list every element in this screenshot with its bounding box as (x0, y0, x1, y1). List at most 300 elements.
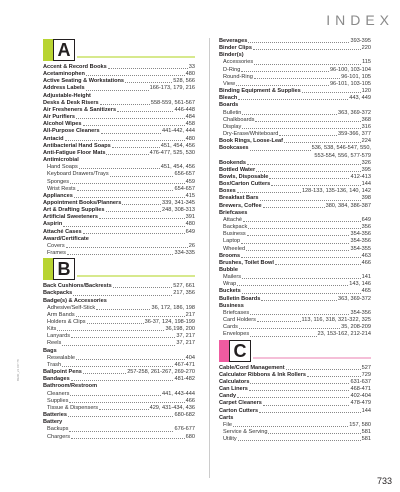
entry-term: Binding Equipment & Supplies (219, 88, 301, 95)
entry-term: Anti-Fatigue Floor Mats (43, 149, 106, 156)
entry-pages: 166-173, 179, 216 (149, 85, 195, 92)
dot-leader (302, 88, 361, 93)
entry-term: Briefcases (223, 309, 250, 316)
entry-pages: 581 (361, 428, 371, 435)
dot-leader (307, 372, 361, 377)
dot-leader (242, 274, 361, 279)
dot-leader (250, 379, 349, 384)
entry-pages: 480 (185, 135, 195, 142)
dot-leader (247, 231, 350, 236)
entry-term: Beverages (219, 38, 248, 44)
entry-term: Wrist Rests (47, 185, 76, 192)
index-entry (219, 303, 371, 310)
index-entry (219, 195, 371, 202)
entry-pages: 36, 172, 186, 198 (151, 304, 195, 311)
dot-leader (112, 143, 160, 148)
index-entry (219, 281, 371, 288)
entry-term: Calculators (219, 378, 250, 385)
dot-leader (86, 85, 149, 90)
dot-leader (101, 128, 161, 133)
index-entry (219, 110, 371, 117)
dot-leader (259, 408, 360, 413)
entry-pages: 649 (185, 228, 195, 235)
entry-pages: 680-682 (174, 412, 195, 419)
entry-term: Bubble (219, 267, 238, 273)
index-entry (219, 188, 371, 195)
entry-term: Chalkboards (223, 116, 255, 123)
entry-pages: 451, 454, 456 (160, 164, 195, 171)
dot-leader (250, 331, 316, 336)
entry-term: Boxes (219, 188, 236, 195)
dot-leader (243, 217, 361, 222)
dot-leader (66, 243, 188, 248)
entry-term: Holders & Clips (47, 319, 86, 325)
entry-pages: 157, 580 (349, 421, 371, 428)
index-entry (219, 400, 371, 407)
index-entry (219, 38, 371, 45)
entry-pages: 476-477, 525, 530 (149, 149, 195, 156)
index-entry (219, 181, 371, 188)
dot-leader (83, 229, 185, 234)
index-entry (219, 45, 371, 52)
dot-leader (68, 412, 174, 417)
entry-pages: 465 (361, 288, 371, 295)
side-code: BE00_21 OP 78 (16, 359, 20, 381)
index-entry (43, 150, 195, 157)
dot-leader (86, 71, 185, 76)
index-entry (219, 52, 371, 59)
entry-pages: 36,198, 200 (165, 326, 195, 333)
index-entry (219, 274, 371, 281)
index-entry (43, 283, 195, 290)
dot-leader (275, 260, 361, 265)
dot-leader (239, 324, 340, 329)
entry-pages: 484 (185, 114, 195, 121)
entry-term: Book Rings, Loose-Leaf (219, 138, 284, 145)
entry-pages: 334-335 (174, 250, 195, 257)
entry-term: Box/Carton Cutters (219, 181, 271, 188)
entry-term: Antimicrobial (43, 157, 79, 164)
dot-leader (255, 117, 360, 122)
entry-pages: 380, 384, 386-387 (325, 202, 371, 209)
index-entry (219, 95, 371, 102)
entry-term: Award/Certificate (43, 235, 89, 242)
entry-pages: 429, 431-434, 436 (149, 404, 195, 411)
entry-term: Ballpoint Pens (43, 369, 82, 376)
dot-leader (106, 150, 148, 155)
dot-leader (261, 296, 337, 301)
dot-leader (238, 436, 361, 441)
entry-pages: 354-355 (350, 245, 371, 252)
index-entry (219, 74, 371, 81)
dot-leader (248, 224, 360, 229)
entry-pages: 220 (361, 45, 371, 52)
index-entry (219, 160, 371, 167)
entry-term: Envelopes (223, 331, 250, 338)
entry-pages: 368 (361, 116, 371, 123)
entry-pages: 128-133, 135-136, 140, 142 (301, 188, 371, 195)
entry-pages: 35, 208-209 (341, 324, 371, 331)
dot-leader (96, 305, 150, 310)
index-entry (219, 408, 371, 415)
index-entry (219, 331, 371, 338)
entry-term: D-Ring (223, 66, 241, 73)
index-entry (43, 290, 195, 297)
entry-term: Bookends (219, 159, 247, 166)
entry-pages: 393-395 (350, 38, 371, 44)
entry-term: Hand Soaps (47, 164, 78, 171)
section-letter-c (219, 340, 371, 362)
dot-leader (117, 107, 173, 112)
dot-leader (242, 110, 337, 115)
index-entry (43, 114, 195, 121)
index-entry (43, 171, 195, 178)
entry-term: Cable/Cord Management (219, 364, 285, 371)
entry-pages: 141 (361, 274, 371, 281)
entry-term: Utility (223, 436, 237, 443)
dot-leader (62, 340, 175, 345)
letter-rule (77, 56, 195, 58)
entry-pages: 458 (185, 121, 195, 128)
entry-term: Back Cushions/Backrests (43, 283, 112, 290)
index-entry (43, 319, 195, 326)
index-entry (43, 362, 195, 369)
letter-box: A (53, 39, 75, 61)
entry-term: Brewers, Coffee (219, 202, 262, 209)
index-entry (219, 365, 371, 372)
index-entry (219, 117, 371, 124)
entry-pages: 536, 538, 546-547, 550, (311, 145, 371, 152)
index-entry (43, 64, 195, 71)
dot-leader (236, 81, 329, 86)
entry-term: Supplies (47, 397, 69, 404)
entry-term: Bags (43, 347, 57, 354)
dot-leader (79, 164, 160, 169)
dot-leader (257, 317, 301, 322)
dot-leader (269, 174, 349, 179)
entry-pages: 441, 443-444 (162, 390, 195, 397)
entry-pages: 395 (361, 166, 371, 173)
entry-term: Adhesive/Self-Stick (47, 304, 96, 311)
index-entry (43, 298, 195, 305)
entry-term: Appointment Books/Planners (43, 199, 122, 206)
index-entry (43, 157, 195, 164)
entry-pages: 143, 146 (349, 281, 371, 288)
dot-leader (71, 434, 185, 439)
dot-leader (241, 253, 361, 258)
entry-term: Laptop (223, 238, 241, 245)
dot-leader (286, 365, 361, 370)
dot-leader (271, 181, 360, 186)
index-entry (43, 71, 195, 78)
entry-term: Address Labels (43, 85, 85, 92)
index-entry (43, 221, 195, 228)
entry-pages: 398 (361, 195, 371, 202)
index-entry (219, 102, 371, 109)
letter-box: B (53, 258, 75, 280)
dot-leader (247, 160, 361, 165)
entry-pages: 144 (361, 407, 371, 414)
entry-pages: 463 (361, 252, 371, 259)
dot-leader (242, 124, 360, 129)
entry-term: Backpack (223, 224, 248, 231)
page-number: 733 (376, 476, 392, 486)
entry-term: Bottled Water (219, 166, 256, 173)
entry-term: Dry-Erase/Whiteboard (223, 131, 279, 138)
index-entry (43, 100, 195, 107)
entry-pages: 26 (188, 242, 195, 249)
dot-leader (263, 400, 350, 405)
entry-term: Wheeled (223, 245, 246, 252)
entry-term: Battery (43, 419, 63, 426)
index-entry (43, 383, 195, 390)
entry-pages: 257-258, 261-267, 269-270 (127, 369, 195, 376)
entry-pages: 412-413 (350, 173, 371, 180)
dot-leader (71, 376, 174, 381)
dot-leader (256, 167, 361, 172)
entry-pages: 527 (361, 364, 371, 371)
entry-pages: 528, 566 (173, 78, 195, 85)
entry-pages: 120 (361, 88, 371, 95)
dot-leader (260, 195, 361, 200)
entry-pages: 96-101, 103-105 (329, 80, 371, 87)
index-entry (43, 326, 195, 333)
index-entry (43, 136, 195, 143)
entry-pages: 144 (361, 181, 371, 188)
index-entry (43, 85, 195, 92)
entry-pages: 656-657 (174, 171, 195, 178)
entry-term: Chargers (47, 433, 71, 440)
dot-leader (250, 145, 311, 150)
entry-term: Card Holders (223, 317, 256, 324)
entry-term: Attaché (223, 216, 242, 223)
entry-term: Keyboard Drawers/Trays (47, 171, 109, 178)
dot-leader (254, 59, 361, 64)
dot-leader (65, 136, 185, 141)
entry-term: Batteries (43, 412, 67, 419)
dot-leader (99, 405, 148, 410)
index-entry (219, 124, 371, 131)
entry-term: Lanyards (47, 333, 71, 340)
column-divider (209, 38, 210, 478)
dot-leader (241, 238, 349, 243)
entry-term: Bathroom/Restroom (43, 383, 98, 390)
index-entry (43, 340, 195, 347)
entry-pages: 113, 116, 318, 321-322, 325 (301, 317, 371, 324)
entry-term: Bowls, Disposable (219, 173, 269, 180)
letter-rule (77, 275, 195, 277)
entry-pages: 459 (185, 178, 195, 185)
index-entry (43, 93, 195, 100)
entry-term: Aspirin (43, 221, 63, 228)
entry-term: Attaché Cases (43, 228, 82, 235)
entry-pages: 466 (361, 259, 371, 266)
entry-pages: 115 (362, 59, 371, 66)
entry-pages: 480 (185, 71, 195, 78)
entry-term: Binder Clips (219, 45, 252, 52)
entry-pages: 558-559, 561-567 (150, 99, 195, 106)
dot-leader (73, 290, 172, 295)
dot-leader (67, 250, 174, 255)
entry-pages: 363, 369-372 (338, 109, 371, 116)
entry-term: Carpet Cleaners (219, 400, 262, 407)
index-entry (219, 138, 371, 145)
entry-pages: 363, 369-372 (338, 295, 371, 302)
dot-leader (63, 221, 184, 226)
index-entry (43, 243, 195, 250)
letter-box: C (229, 340, 251, 362)
entry-term: Mailers (223, 274, 242, 281)
dot-leader (238, 95, 348, 100)
index-entry (43, 193, 195, 200)
dot-leader (263, 203, 325, 208)
entry-term: Antibacterial Hand Soaps (43, 142, 111, 149)
entry-pages: 356 (361, 224, 371, 231)
entry-pages: 402-404 (350, 393, 371, 400)
entry-pages: 441-442, 444 (162, 128, 195, 135)
entry-term: Covers (47, 242, 65, 249)
index-entry (43, 391, 195, 398)
entry-pages: 654-657 (174, 185, 195, 192)
dot-leader (241, 67, 329, 72)
entry-pages: 224 (361, 138, 371, 145)
entry-pages: 729 (361, 371, 371, 378)
entry-term: Cards (223, 324, 238, 331)
dot-leader (71, 333, 175, 338)
index-entry (219, 415, 371, 422)
dot-leader (83, 121, 185, 126)
index-entry (43, 107, 195, 114)
entry-pages: 354-356 (350, 238, 371, 245)
index-entry (219, 372, 371, 379)
index-entry (219, 288, 371, 295)
entry-term: Brushes, Toilet Bowl (219, 259, 274, 266)
entry-term: Bookcases (219, 145, 249, 152)
index-entry (43, 229, 195, 236)
index-entry (43, 179, 195, 186)
index-entry (219, 145, 371, 152)
entry-term: Bulletin Boards (219, 295, 261, 302)
index-entry (219, 422, 371, 429)
index-entry (43, 200, 195, 207)
index-entry (219, 310, 371, 317)
entry-term: Alcohol Wipes (43, 121, 82, 128)
dot-leader (57, 326, 164, 331)
index-entry (43, 419, 195, 426)
index-entry (219, 260, 371, 267)
entry-term: Antacid (43, 135, 64, 142)
entry-term: Artificial Sweeteners (43, 214, 99, 221)
index-entry (219, 203, 371, 210)
dot-leader (70, 391, 161, 396)
entry-term: Tissue & Dispensers (47, 404, 99, 411)
index-entry (219, 393, 371, 400)
index-entry (43, 355, 195, 362)
index-entry (43, 333, 195, 340)
index-entry (219, 238, 371, 245)
index-entry (43, 426, 195, 433)
dot-leader (242, 288, 361, 293)
dot-leader (77, 186, 174, 191)
dot-leader (87, 319, 144, 324)
dot-leader (237, 393, 349, 398)
index-entry (43, 369, 195, 376)
dot-leader (62, 362, 173, 367)
entry-term: Display (223, 123, 242, 130)
entry-pages: 23, 153-162, 212-214 (317, 331, 371, 338)
entry-pages: 33 (188, 64, 195, 70)
index-entry (43, 128, 195, 135)
dot-leader (113, 283, 173, 288)
left-column (43, 38, 195, 441)
entry-pages: 468-471 (350, 386, 371, 393)
entry-pages: 527, 661 (173, 283, 195, 290)
dot-leader (248, 38, 349, 43)
dot-leader (100, 100, 150, 105)
index-entry (43, 214, 195, 221)
index-entry (219, 210, 371, 217)
entry-pages: 96-100, 103-104 (329, 66, 371, 73)
dot-leader (76, 312, 185, 317)
index-entry (43, 348, 195, 355)
entry-term: Buckets (219, 288, 241, 295)
entry-term: Frames (47, 250, 66, 257)
entry-term: View (223, 80, 236, 87)
index-entry (43, 405, 195, 412)
entry-pages: 354-356 (350, 231, 371, 238)
index-entry (43, 412, 195, 419)
index-entry (219, 217, 371, 224)
index-entry (43, 434, 195, 441)
index-entry (43, 398, 195, 405)
entry-term: Backpacks (43, 290, 73, 297)
entry-term: Bulletin (223, 109, 242, 116)
entry-term: Carton Cutters (219, 407, 259, 414)
dot-leader (254, 74, 340, 79)
entry-term: Bandages (43, 376, 70, 383)
index-entry (219, 131, 371, 138)
index-entry (219, 67, 371, 74)
index-entry (219, 317, 371, 324)
entry-term: All-Purpose Cleaners (43, 128, 100, 135)
section-letter-b (43, 258, 195, 280)
index-entry (43, 376, 195, 383)
dot-leader (284, 138, 361, 143)
dot-leader (108, 64, 188, 69)
entry-pages: 217, 356 (173, 290, 195, 297)
entry-term: Briefcases (219, 209, 248, 216)
entry-term: Candy (219, 393, 237, 400)
entry-term: Boards (219, 102, 239, 109)
entry-term: Appliances (43, 192, 73, 199)
entry-pages: 217 (185, 311, 195, 318)
entry-term: Brooms (219, 252, 241, 259)
entry-term: Reels (47, 340, 62, 347)
dot-leader (246, 246, 349, 251)
entry-pages: 467-471 (174, 361, 195, 368)
entry-pages: 676-677 (174, 426, 195, 433)
index-entry (219, 379, 371, 386)
entry-term: Acetaminophen (43, 71, 85, 78)
entry-pages: 466 (185, 397, 195, 404)
index-entry (219, 436, 371, 443)
entry-pages: 96-101, 105 (341, 73, 371, 80)
entry-pages: 649 (361, 216, 371, 223)
entry-pages: 415 (185, 192, 195, 199)
dot-leader (122, 200, 161, 205)
index-entry (43, 164, 195, 171)
index-entry (219, 88, 371, 95)
